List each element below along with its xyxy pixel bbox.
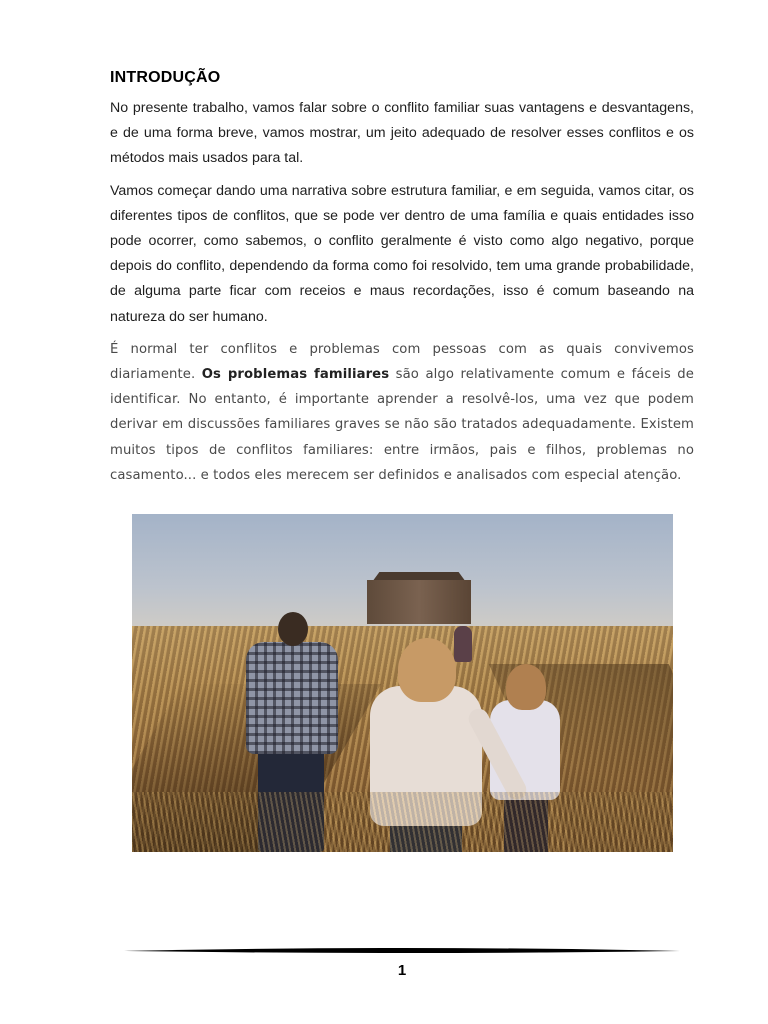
photo-foreground-grass [132,792,673,852]
bold-phrase: Os problemas familiares [201,367,390,383]
paragraph-text-start: É normal ter conflitos e problemas com pessoas com as quais convivemos diariamente. [110,341,694,383]
section-heading: INTRODUÇÃO [110,69,221,86]
document-content [110,66,694,495]
page-number: 1 [397,962,407,979]
photo-barn [367,580,471,624]
paragraph-narrative: Vamos começar dando uma narrativa sobre estrutura familiar, e em seguida, vamos citar, os diferentes tipos de conflitos, que se pode ver dentro de uma família e quais entidades isso pode ocorrer, como sabemos, o conflito geralmente é visto como algo negativo, porque depois do conflito, dependendo da forma como foi resolvido, tem uma grande probabilidade, de alguma parte ficar com receios e maus recordações, isso é comum baseando na natureza do ser humano. [110,182,694,325]
paragraph-family-problems [110,337,694,488]
paragraph-text-end: são algo relativamente comum e fáceis de identificar. No entanto, é importante aprender a resolvê-los, uma vez que podem derivar em discussões familiares graves se não são tratados adequadamente. Existem muitos tipos de conflitos familiares: entre irmãos, pais e filhos, problemas no casamento... e todos eles merecem ser definidos e analisados com especial atenção. [110,367,694,483]
paragraph-intro: No presente trabalho, vamos falar sobre o conflito familiar suas vantagens e desvantagens, e de uma forma breve, vamos mostrar, um jeito adequado de resolver esses conflitos e os métodos mais usados para tal. [110,100,694,167]
footer-divider [124,946,680,956]
family-field-photo [132,514,673,852]
